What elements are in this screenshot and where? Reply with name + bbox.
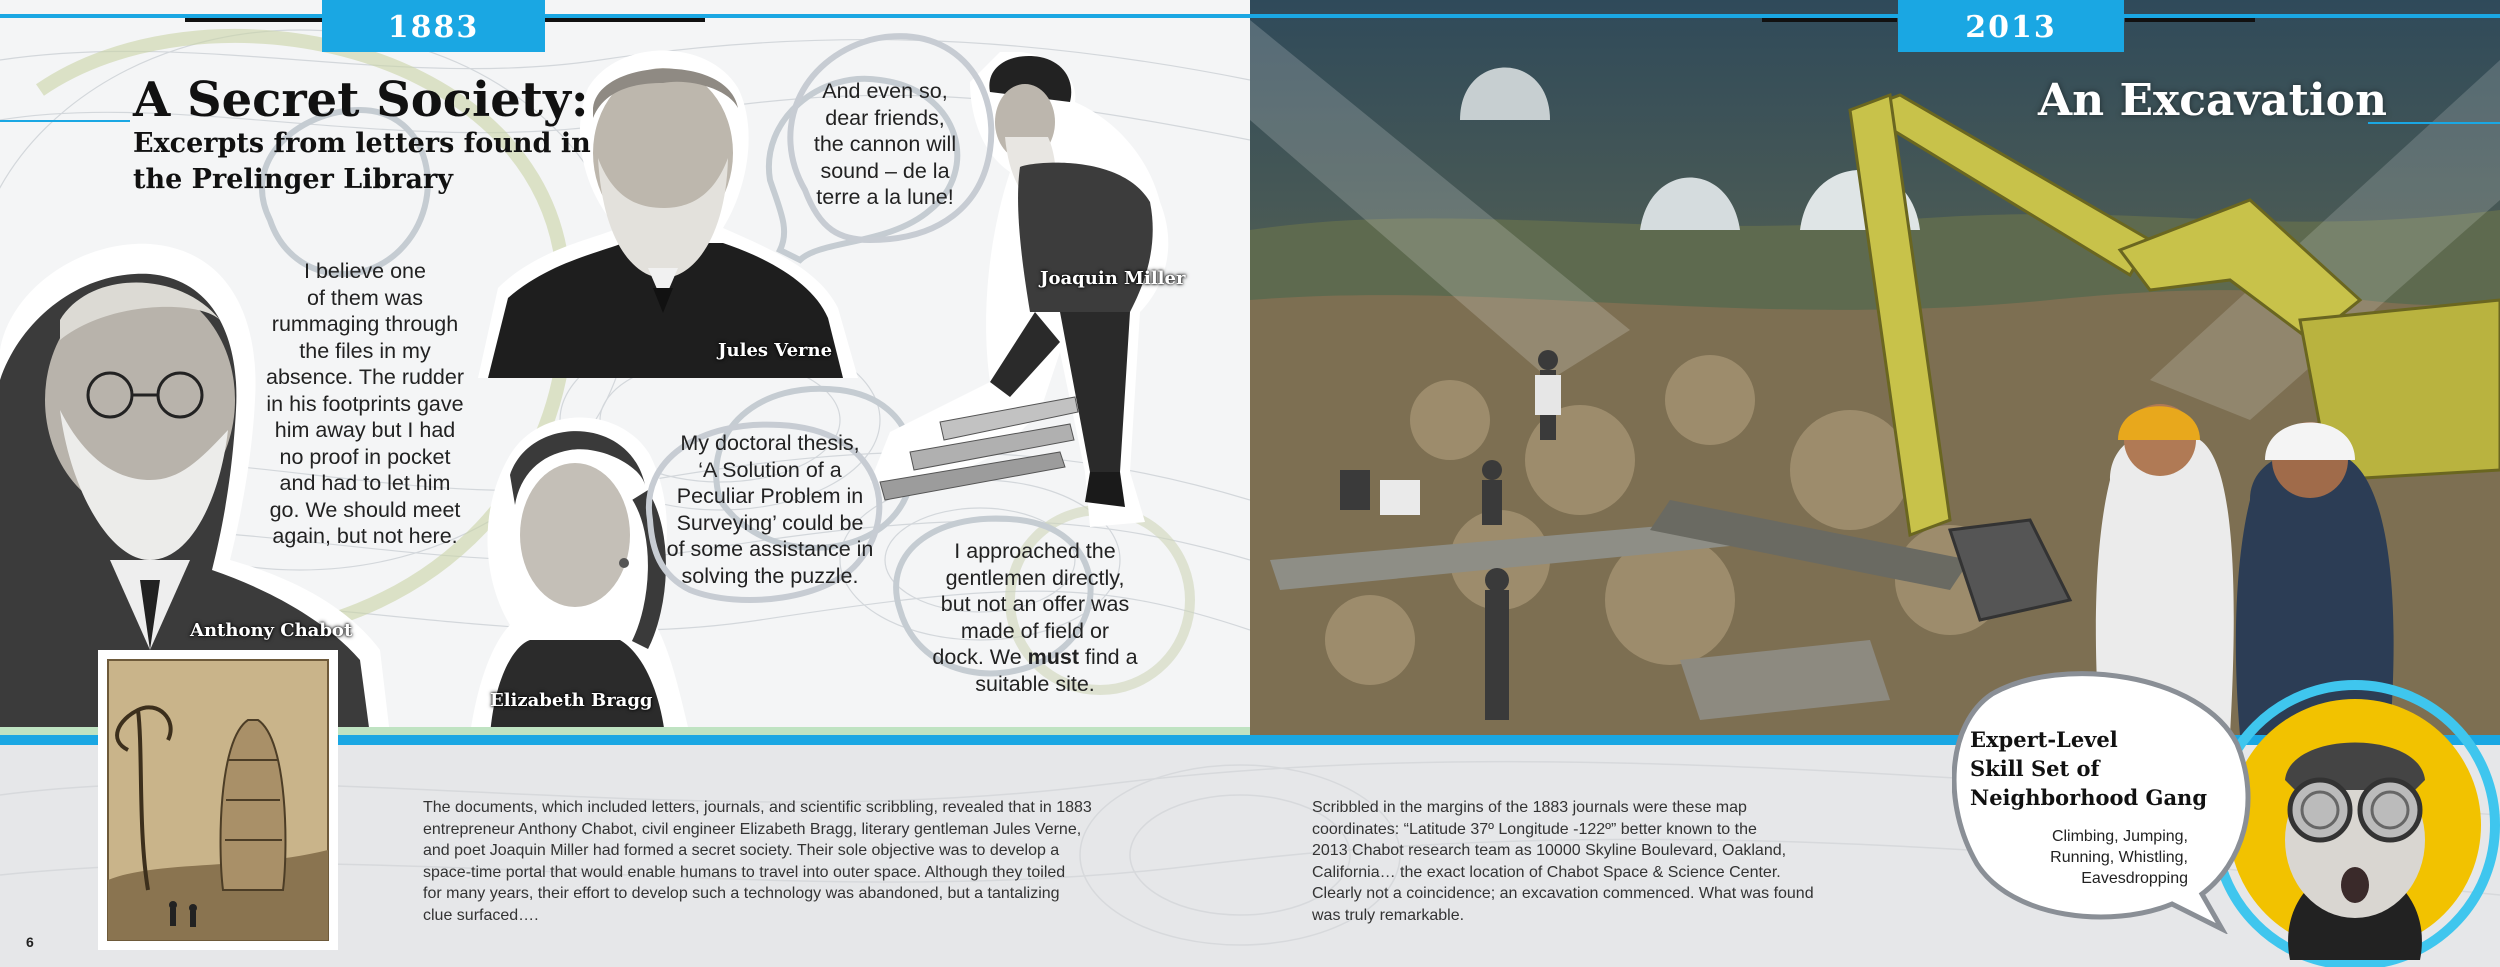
page-number: 6 bbox=[26, 934, 34, 950]
miller-quote: I approached the gentlemen directly, but not an offer was made of field or dock. We must find a suitable site. bbox=[932, 539, 1138, 696]
body-text-left: The documents, which included letters, journals, and scientific scribbling, revealed that in 1883 entrepreneur Anthony Chabot, civil engineer Elizabeth Bragg, literary gentleman Jules Verne, and poet Joaquin Miller had formed a secret society. Their sole objective was to develop a space-time portal that would enable humans to travel into outer space. Although they toiled for many years, their effort to develop such a technology was abandoned, but a tantalizing clue surfaced…. bbox=[423, 799, 1092, 924]
left-page-title: A Secret Society: bbox=[133, 72, 589, 128]
top-black-bar-far-right bbox=[2125, 18, 2255, 22]
bragg-quote: My doctoral thesis, ‘A Solution of a Peculiar Problem in Surveying’ could be of some assistance in solving the puzzle. bbox=[666, 431, 874, 588]
year-tab-2013: 2013 bbox=[1898, 0, 2124, 52]
year-tab-1883: 1883 bbox=[322, 0, 545, 52]
top-black-bar-mid bbox=[545, 18, 705, 22]
joaquin-miller-label: Joaquin Miller bbox=[1040, 268, 1186, 289]
elizabeth-bragg-portrait bbox=[450, 395, 690, 735]
elizabeth-bragg-label: Elizabeth Bragg bbox=[490, 690, 653, 711]
top-black-bar-left bbox=[185, 18, 340, 22]
anthony-chabot-label: Anthony Chabot bbox=[190, 620, 353, 641]
vintage-rocket-illustration-overlay bbox=[98, 650, 338, 950]
jules-verne-label: Jules Verne bbox=[718, 340, 833, 361]
verne-quote: And even so, dear friends, the cannon will sound – de la terre a la lune! bbox=[813, 79, 957, 209]
left-page-subtitle: Excerpts from letters found in the Prelinger Library bbox=[133, 128, 591, 195]
skill-box-list: Climbing, Jumping, Running, Whistling, Eavesdropping bbox=[2050, 828, 2188, 887]
top-black-bar-right bbox=[1762, 18, 1897, 22]
right-page-title: An Excavation bbox=[2038, 75, 2387, 126]
right-header-rule bbox=[2368, 122, 2500, 124]
body-text-right: Scribbled in the margins of the 1883 journals were these map coordinates: “Latitude 37º Longitude -122º” better known to the 2013 Chabot research team as 10000 Skyline Boulevard, Oakland, California… the exact location of Chabot Space & Science Center. Clearly not a coincidence; an excavation commenced. What was found was truly remarkable. bbox=[1312, 799, 1814, 924]
left-page bbox=[0, 0, 1250, 735]
left-header-rule bbox=[0, 120, 130, 122]
chabot-quote: I believe one of them was rummaging through the files in my absence. The rudder in his footprints gave him away but I had no proof in pocket and had to let him go. We should meet again, but not here. bbox=[265, 259, 464, 548]
skill-box-title: Expert-Level Skill Set of Neighborhood Gang bbox=[1970, 727, 2208, 810]
